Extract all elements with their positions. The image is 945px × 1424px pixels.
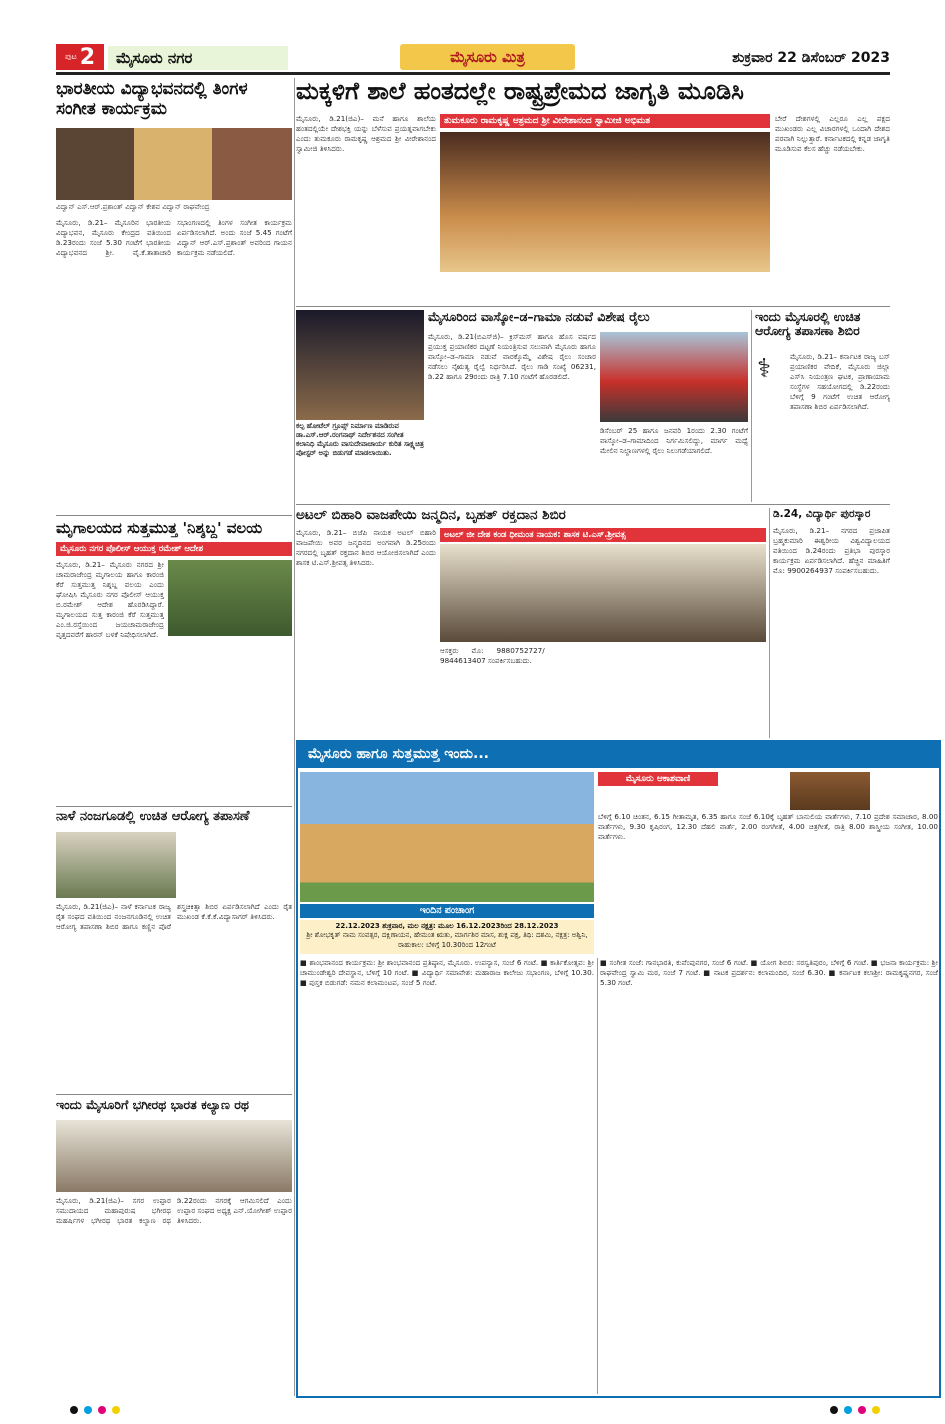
column-rule xyxy=(294,78,295,1396)
nanjangud-body xyxy=(56,902,292,1087)
registration-dot xyxy=(830,1406,838,1414)
panchanga-title: ಇಂದಿನ ಪಂಚಾಂಗ xyxy=(300,904,594,918)
registration-dot xyxy=(872,1406,880,1414)
train-photo xyxy=(600,332,748,422)
registration-dot xyxy=(98,1406,106,1414)
vajpayee-headline-box xyxy=(296,508,766,528)
scholarship-headline-box xyxy=(773,508,890,524)
today-banner xyxy=(296,740,941,768)
vajpayee-body xyxy=(296,528,436,738)
story-music-body xyxy=(56,218,292,508)
vajpayee-contact: ಆಸಕ್ತರು ಮೊ: 9880752727/ 9844613407 ಸಂಪರ್ಕಿಸಬಹುದು. xyxy=(440,646,545,665)
train-headline: ಮೈಸೂರಿಂದ ವಾಸ್ಕೋ–ಡ–ಗಾಮಾ ನಡುವೆ ವಿಶೇಷ ರೈಲು xyxy=(428,310,650,324)
events-right-text: ■ ಸಂಗೀತ ಸಂಜೆ: ಗಾನಭಾರತಿ, ಕುವೆಂಪುನಗರ, ಸಂಜೆ 6 ಗಂಟೆ. ■ ಯೋಗ ಶಿಬಿರ: ಸರಸ್ವತಿಪುರಂ, ಬೆಳಿಗ್ಗೆ 6 ಗಂಟೆ. ■ ಭಜನಾ ಕಾರ್ಯಕ್ರಮ: ಶ್ರೀ ರಾಘವೇಂದ್ರ ಸ್ವಾಮಿ ಮಠ, ಸಂಜೆ 7 ಗಂಟೆ. ■ ನಾಟಕ ಪ್ರದರ್ಶನ: ಕಲಾಮಂದಿರ, ಸಂಜೆ 6.30. ■ ಕರ್ನಾಟಕ ಕಲಾಶ್ರೀ: ರಾಮಕೃಷ್ಣನಗರ, ಸಂಜೆ 5.30 ಗಂಟೆ. xyxy=(600,958,938,987)
radio-schedule xyxy=(598,812,938,954)
radio-text: ಬೆಳಿಗ್ಗೆ 6.10 ಚಿಂತನ, 6.15 ಗೀತಾಮೃತ, 6.35 ಹಾಗೂ ಸಂಜೆ 6.10ಕ್ಕೆ ಬೃಹತ್ ಬಾನುಲಿಯ ವಾರ್ತೆಗಳು, 7.10 ಪ್ರದೇಶ ಸಮಾಚಾರ, 8.00 ವಾರ್ತೆಗಳು, 9.30 ಕೃಷಿರಂಗ, 12.30 ದೆಹಲಿ ವಾರ್ತೆ, 2.00 ರಂಗಗೀತೆ, 4.00 ಚಿತ್ರಗೀತೆ, ರಾತ್ರಿ 8.00 ಶಾಸ್ತ್ರೀಯ ಸಂಗೀತ, 10.00 ವಾರ್ತೆಗಳು. xyxy=(598,812,938,841)
poster-caption-box xyxy=(296,422,424,500)
health-text: ಮೈಸೂರು, ಡಿ.21– ಕರ್ನಾಟಕ ರಾಜ್ಯ ಬಸ್ ಪ್ರಯಾಣಿಕರ ವೇದಿಕೆ, ಮೈಸೂರು ಜಿಲ್ಲಾ ಎಸ್‌ಸಿ ನಿಯಂತ್ರಣ ಘಟಕ, ಪ್ರಾಣಾಯಾಮ ಸಂಸ್ಥೆಗಳ ಸಹಯೋಗದಲ್ಲಿ ಡಿ.22ರಂದು ಬೆಳಿಗ್ಗೆ 9 ಗಂಟೆಗೆ ಉಚಿತ ಆರೋಗ್ಯ ತಪಾಸಣಾ ಶಿಬಿರ ಏರ್ಪಡಿಸಲಾಗಿದೆ. xyxy=(790,352,890,411)
registration-dot xyxy=(844,1406,852,1414)
musicians-caption-box xyxy=(56,203,292,215)
panchanga-box xyxy=(300,920,594,954)
health-headline: ಇಂದು ಮೈಸೂರಲ್ಲಿ ಉಚಿತ ಆರೋಗ್ಯ ತಪಾಸಣಾ ಶಿಬಿರ xyxy=(755,310,861,339)
panchanga-line-1: 22.12.2023 ಶುಕ್ರವಾರ, ಮಲ ನಕ್ಷತ್ರ: ಮೂಲ 16.12.2023ರಿಂದ 28.12.2023 xyxy=(335,922,559,930)
today-banner-label: ಮೈಸೂರು ಹಾಗೂ ಸುತ್ತಮುತ್ತ ಇಂದು... xyxy=(308,746,489,762)
lead-body-right xyxy=(775,114,890,302)
column-rule xyxy=(597,958,598,1394)
events-left xyxy=(300,958,594,1394)
scholarship-headline: ಡಿ.24, ವಿದ್ಯಾರ್ಥಿ ಪುರಸ್ಕಾರ xyxy=(773,508,871,520)
events-left-text: ■ ಶಾಂಭವಾನಂದ ಕಾರ್ಯಕ್ರಮ: ಶ್ರೀ ಶಾಂಭವಾನಂದ ಪ್ರತಿಷ್ಠಾನ, ಮೈಸೂರು. ಉಪನ್ಯಾಸ, ಸಂಜೆ 6 ಗಂಟೆ. ■ ಕಾರ್ತಿಕೋತ್ಸವ: ಶ್ರೀ ಚಾಮುಂಡೇಶ್ವರಿ ದೇವಸ್ಥಾನ, ಬೆಳಿಗ್ಗೆ 10 ಗಂಟೆ. ■ ವಿದ್ಯಾರ್ಥಿ ಸಮಾವೇಶ: ಮಹಾರಾಜ ಕಾಲೇಜು ಸಭಾಂಗಣ, ಬೆಳಿಗ್ಗೆ 10.30. ■ ಪುಸ್ತಕ ಬಿಡುಗಡೆ: ನಮನ ಕಲಾಮಂಟಪ, ಸಂಜೆ 5 ಗಂಟೆ. xyxy=(300,958,594,987)
page-number: 2 xyxy=(79,44,96,70)
lead-subhead: ತುಮಕೂರು ರಾಮಕೃಷ್ಣ ಆಶ್ರಮದ ಶ್ರೀ ವೀರೇಶಾನಂದ ಸ್ವಾಮೀಜಿ ಅಭಿಮತ xyxy=(440,114,770,128)
dateline: ಶುಕ್ರವಾರ 22 ಡಿಸೆಂಬರ್ 2023 xyxy=(732,50,890,66)
masthead: ಮೈಸೂರು ಮಿತ್ರ xyxy=(400,44,575,70)
divider xyxy=(56,515,292,516)
radio-photo xyxy=(790,772,870,810)
mysore-palace-photo xyxy=(300,772,594,902)
poster-caption: ಕಲ್ಪ ಹೋಟೆಲ್ ಗ್ರೂಪ್ಸ್ ನಿರ್ಮಾಣ ಮಾಡಿರುವ ಡಾ.ಎಸ್.ಆರ್.ರಂಗನಾಥ್ ನಿರ್ದೇಶನದ ಸಂಗೀತ ಕಲಾನಿಧಿ ಮೈಸೂರು ವಾಸುದೇವಾಚಾರ್ಯ ಕುರಿತ ಸಾಕ್ಷ್ಯಚಿತ್ರ ಪೋಸ್ಟರ್ ಅನ್ನು ಬಿಡುಗಡೆ ಮಾಡಲಾಯಿತು. xyxy=(296,422,424,458)
zoo-subhead-box xyxy=(56,542,292,556)
nanjangud-headline: ನಾಳೆ ನಂಜಗೂಡಲ್ಲಿ ಉಚಿತ ಆರೋಗ್ಯ ತಪಾಸಣೆ xyxy=(56,810,250,824)
column-rule xyxy=(751,310,752,502)
panchanga-line-2: ಶ್ರೀ ಶೋಭಕೃತ್ ನಾಮ ಸಂವತ್ಸರ, ದಕ್ಷಿಣಾಯನ, ಹೇಮಂತ ಋತು, ಮಾರ್ಗಶಿರ ಮಾಸ, ಶುಕ್ಲ ಪಕ್ಷ, ತಿಥಿ: ದಶಮಿ, ನಕ್ಷತ್ರ: ಅಶ್ವಿನಿ, ರಾಹುಕಾಲ: ಬೆಳಿಗ್ಗೆ 10.30ರಿಂದ 12ಗಂಟೆ xyxy=(306,931,588,949)
ratha-photo xyxy=(56,1120,292,1192)
zoo-subhead: ಮೈಸೂರು ನಗರ ಪೊಲೀಸ್ ಆಯುಕ್ತ ರಮೇಶ್ ಆದೇಶ xyxy=(56,542,292,556)
health-body xyxy=(790,352,890,502)
divider xyxy=(56,806,292,807)
ratha-text: ಮೈಸೂರು, ಡಿ.21(ಜಿಎ)– ಸಗರ ಉಪ್ಪಾರ ಸಮುದಾಯದ ಮಹಾಪುರುಷ ಭಗೀರಥ ಮಹರ್ಷಿಗಳ ಭಗೀರಥ ಭಾರತ ಕಲ್ಯಾಣ ರಥ ಡಿ.22ರಂದು ನಗರಕ್ಕೆ ಆಗಮಿಸಲಿದೆ ಎಂದು ಉಪ್ಪಾರ ಸಂಘದ ಅಧ್ಯಕ್ಷ ಎನ್.ಯೋಗೀಶ್ ಉಪ್ಪಾರ ತಿಳಿಸಿದರು. xyxy=(56,1196,292,1225)
train-headline-box xyxy=(428,310,748,330)
lead-headline-box xyxy=(296,78,890,112)
stethoscope-icon: ⚕ xyxy=(757,354,772,384)
lead-text-left: ಮೈಸೂರು, ಡಿ.21(ಜಿಎ)– ಮನೆ ಹಾಗೂ ಶಾಲೆಯ ಹಂತದಲ್ಲಿಯೇ ದೇಶಭಕ್ತಿ ಯನ್ನು ಬೆಳೆಸುವ ಪ್ರಯತ್ನವಾಗಬೇಕು ಎಂದು ತುಮಕೂರು ರಾಮಕೃಷ್ಣ ಆಶ್ರಮದ ಶ್ರೀ ವೀರೇಶಾನಂದ ಸ್ವಾಮೀಜಿ ತಿಳಿಸಿದರು. xyxy=(296,114,436,153)
ratha-headline: ಇಂದು ಮೈಸೂರಿಗೆ ಭಗೀರಥ ಭಾರತ ಕಲ್ಯಾಣ ರಥ xyxy=(56,1098,249,1112)
zoo-headline-box xyxy=(56,520,292,540)
scholarship-body xyxy=(773,526,890,738)
zoo-body-left xyxy=(56,560,164,800)
registration-dot xyxy=(70,1406,78,1414)
divider xyxy=(56,1094,292,1095)
zoo-headline: ಮೃಗಾಲಯದ ಸುತ್ತಮುತ್ತ 'ನಿಶ್ಶಬ್ದ' ವಲಯ xyxy=(56,520,263,537)
radio-title: ಮೈಸೂರು ಆಕಾಶವಾಣಿ xyxy=(598,772,718,786)
registration-dot xyxy=(112,1406,120,1414)
zoo-text: ಮೈಸೂರು, ಡಿ.21– ಮೈಸೂರು ನಗರದ ಶ್ರೀ ಚಾಮರಾಜೇಂದ್ರ ಮೃಗಾಲಯ ಹಾಗೂ ಕಾರಂಜಿ ಕೆರೆ ಸುತ್ತಮುತ್ತ ನಿಶ್ಶಬ್ದ ವಲಯ ಎಂದು ಘೋಷಿಸಿ ಮೈಸೂರು ನಗರ ಪೊಲೀಸ್ ಆಯುಕ್ತ ಬಿ.ರಮೇಶ್ ಆದೇಶ ಹೊರಡಿಸಿದ್ದಾರೆ. ಮೃಗಾಲಯದ ಸುತ್ತ ಕಾರಂಜಿ ಕೆರೆ ಸುತ್ತಮುತ್ತ ಎಂ.ಜಿ.ರಸ್ತೆಯಿಂದ ಜಯಚಾಮರಾಜೇಂದ್ರ ವೃತ್ತದವರೆಗೆ ಹಾರನ್ ಬಳಕೆ ನಿಷೇಧಿಸಲಾಗಿದೆ. xyxy=(56,560,164,639)
page-number-tag xyxy=(56,44,104,70)
story-music-headline: ಭಾರತೀಯ ವಿದ್ಯಾಭವನದಲ್ಲಿ ತಿಂಗಳ ಸಂಗೀತ ಕಾರ್ಯಕ್ರಮ xyxy=(56,80,248,119)
train-body xyxy=(428,332,596,500)
vajpayee-subhead-box xyxy=(440,528,766,542)
press-meet-photo xyxy=(56,832,176,898)
registration-dot xyxy=(858,1406,866,1414)
lead-subhead-box xyxy=(440,114,770,130)
column-rule xyxy=(769,508,770,738)
poster-release-photo xyxy=(296,310,424,420)
lead-body-caption xyxy=(440,274,770,304)
section-name: ಮೈಸೂರು ನಗರ xyxy=(108,46,288,70)
scholarship-text: ಮೈಸೂರು, ಡಿ.21– ನಗರದ ಪ್ರಜಾಪಿತ ಬ್ರಹ್ಮಕುಮಾರಿ ಈಶ್ವರೀಯ ವಿಶ್ವವಿದ್ಯಾಲಯದ ವತಿಯಿಂದ ಡಿ.24ರಂದು ಪ್ರತಿಭಾ ಪುರಸ್ಕಾರ ಕಾರ್ಯಕ್ರಮ ಏರ್ಪಡಿಸಲಾಗಿದೆ. ಹೆಚ್ಚಿನ ಮಾಹಿತಿಗೆ ಮೊ: 9900264937 ಸಂಪರ್ಕಿಸಬಹುದು. xyxy=(773,526,890,575)
lead-stage-photo xyxy=(440,132,770,272)
header-rule xyxy=(56,72,890,75)
zoo-photo xyxy=(168,560,292,636)
vajpayee-subhead: ಅಟಲ್ ಜೀ ದೇಶ ಕಂಡ ಧೀಮಂತ ನಾಯಕ: ಶಾಸಕ ಟಿ.ಎಸ್.ಶ್ರೀವತ್ಸ xyxy=(440,528,766,542)
story-music-text: ಮೈಸೂರು, ಡಿ.21– ಮೈಸೂರಿನ ಭಾರತೀಯ ವಿದ್ಯಾಭವನ, ಮೈಸೂರು ಕೇಂದ್ರದ ವತಿಯಿಂದ ಡಿ.23ರಂದು ಸಂಜೆ 5.30 ಗಂಟೆಗೆ ಭಾರತೀಯ ವಿದ್ಯಾಭವನದ ಶ್ರೀ. ವೈ.ಕೆ.ತಾತಾಚಾರಿ ಸಭಾಂಗಣದಲ್ಲಿ ತಿಂಗಳ ಸಂಗೀತ ಕಾರ್ಯಕ್ರಮ ಏರ್ಪಡಿಸಲಾಗಿದೆ. ಅಂದು ಸಂಜೆ 5.45 ಗಂಟೆಗೆ ವಿದ್ವಾನ್ ಆರ್.ಎಸ್.ಪ್ರಶಾಂತ್ ಅವರಿಂದ ಗಾಯನ ಕಾರ್ಯಕ್ರಮ ನಡೆಯಲಿದೆ. xyxy=(56,218,292,257)
train-text-2: ಡಿಸೆಂಬರ್ 25 ಹಾಗೂ ಜನವರಿ 1ರಂದು 2.30 ಗಂಟೆಗೆ ವಾಸ್ಕೋ–ಡ–ಗಾಮಾದಿಂದ ನಿರ್ಗಮಿಸಲಿದ್ದು, ಮಾರ್ಗ ಮಧ್ಯೆ ಮೇಲಿನ ನಿಲ್ದಾಣಗಳಲ್ಲಿ ರೈಲು ನಿಲುಗಡೆಯಾಗಲಿದೆ. xyxy=(600,426,748,455)
lead-text-right: ಬೇರೆ ದೇಶಗಳಲ್ಲಿ ಎಲ್ಲರೂ ಎಲ್ಲ ಪಕ್ಷದ ಮುಖಂಡರು ಎಲ್ಲ ವಿಚಾರಗಳಲ್ಲಿ ಒಂದಾಗಿ ದೇಶದ ಪರವಾಗಿ ನಿಲ್ಲುತ್ತಾರೆ. ಕರ್ನಾಟಕದಲ್ಲಿ ಕನ್ನಡ ಜಾಗೃತಿ ಮೂಡಿಸುವ ಕೆಲಸ ಹೆಚ್ಚು ನಡೆಯಬೇಕು. xyxy=(775,114,890,153)
vajpayee-text: ಮೈಸೂರು, ಡಿ.21– ಬಿಜೆಪಿ ನಾಯಕ ಅಟಲ್ ಬಿಹಾರಿ ವಾಜಪೇಯಿ ಅವರ ಜನ್ಮದಿನದ ಅಂಗವಾಗಿ ಡಿ.25ರಂದು ನಗರದಲ್ಲಿ ಬೃಹತ್ ರಕ್ತದಾನ ಶಿಬಿರ ಆಯೋಜಿಸಲಾಗಿದೆ ಎಂದು ಶಾಸಕ ಟಿ.ಎಸ್.ಶ್ರೀವತ್ಸ ತಿಳಿಸಿದರು. xyxy=(296,528,436,567)
lead-body-left xyxy=(296,114,436,294)
nanjangud-headline-box xyxy=(56,810,292,830)
train-text: ಮೈಸೂರು, ಡಿ.21(ಬಿಎಸ್‌ಜಿ)– ಕ್ರಿಸ್‌ಮಸ್ ಹಾಗೂ ಹೊಸ ವರ್ಷದ ಪ್ರಯುಕ್ತ ಪ್ರಯಾಣಿಕರ ದಟ್ಟಣೆ ನಿಯಂತ್ರಿಸುವ ಸಲುವಾಗಿ ಮೈಸೂರು ಹಾಗೂ ವಾಸ್ಕೋ–ಡ–ಗಾಮಾ ನಡುವೆ ವಾರಕ್ಕೊಮ್ಮೆ ವಿಶೇಷ ರೈಲು ಸಂಚಾರ ನಡೆಸಲು ನೈಋತ್ಯ ರೈಲ್ವೆ ನಿರ್ಧರಿಸಿದೆ. ರೈಲು ಗಾಡಿ ಸಂಖ್ಯೆ 06231, ಡಿ.22 ಹಾಗೂ 29ರಂದು ರಾತ್ರಿ 7.10 ಗಂಟೆಗೆ ಹೊರಡಲಿದೆ. xyxy=(428,332,596,381)
vajpayee-body-2 xyxy=(440,646,766,738)
registration-dot xyxy=(84,1406,92,1414)
train-body-2 xyxy=(600,426,748,502)
blood-donation-photo xyxy=(440,544,766,642)
lead-headline: ಮಕ್ಕಳಿಗೆ ಶಾಲೆ ಹಂತದಲ್ಲೇ ರಾಷ್ಟ್ರಪ್ರೇಮದ ಜಾಗೃತಿ ಮೂಡಿಸಿ xyxy=(296,78,744,105)
vajpayee-headline: ಅಟಲ್ ಬಿಹಾರಿ ವಾಜಪೇಯಿ ಜನ್ಮದಿನ, ಬೃಹತ್ ರಕ್ತದಾನ ಶಿಬಿರ xyxy=(296,508,566,523)
divider xyxy=(296,504,890,505)
divider xyxy=(296,306,890,307)
ratha-body xyxy=(56,1196,292,1391)
page-label: ಪುಟ xyxy=(64,52,77,61)
musicians-photo xyxy=(56,128,292,200)
ratha-headline-box xyxy=(56,1098,292,1118)
events-right xyxy=(600,958,938,1394)
nanjangud-text: ಮೈಸೂರು, ಡಿ.21(ಜಿಎ)– ನಾಳೆ ಕರ್ನಾಟಕ ರಾಜ್ಯ ರೈತ ಸಂಘದ ವತಿಯಿಂದ ನಂಜನಗೂಡಿನಲ್ಲಿ ಉಚಿತ ಆರೋಗ್ಯ ತಪಾಸಣಾ ಶಿಬಿರ ಹಾಗೂ ಕಣ್ಣಿನ ಪೊರೆ ಶಸ್ತ್ರಚಿಕಿತ್ಸಾ ಶಿಬಿರ ಏರ್ಪಡಿಸಲಾಗಿದೆ ಎಂದು ರೈತ ಮುಖಂಡ ಕೆ.ಕೆ.ಕೆ.ವಿದ್ಯಾಸಾಗರ್ ತಿಳಿಸಿದರು. xyxy=(56,902,292,931)
musicians-caption: ವಿದ್ವಾನ್ ಎಸ್.ಆರ್.ಪ್ರಶಾಂತ್ ವಿದ್ವಾನ್ ಕೇಶವ ವಿದ್ವಾನ್ ರಾಘವೇಂದ್ರ xyxy=(56,203,210,211)
